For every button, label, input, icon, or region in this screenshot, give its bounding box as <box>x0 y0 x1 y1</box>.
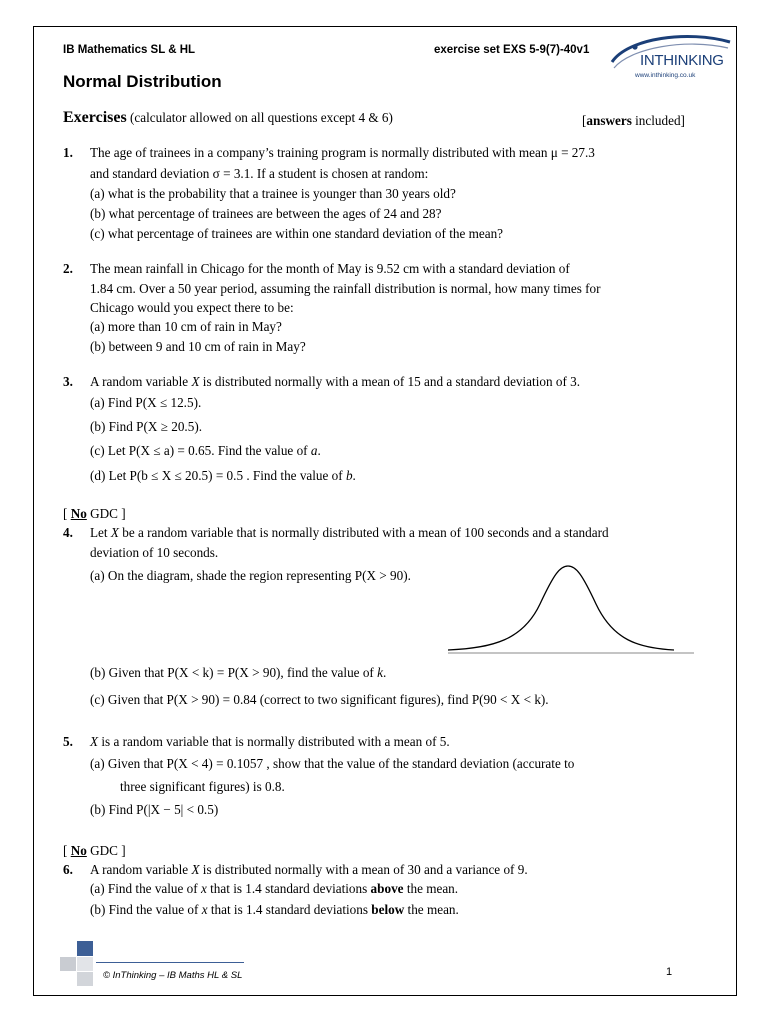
q2-line3: Chicago would you expect there to be: <box>90 300 294 315</box>
q1-part-b: (b) what percentage of trainees are between the ages of 24 and 28? <box>90 206 442 221</box>
page-number: 1 <box>666 966 673 978</box>
footer-square-blue <box>77 941 93 956</box>
q1-number: 1. <box>63 145 73 160</box>
q3-part-b: (b) Find P(X ≥ 20.5). <box>90 419 203 434</box>
q3-number: 3. <box>63 374 73 389</box>
q6-line1: A random variable X is distributed normally with a mean of 30 and a variance of 9. <box>90 862 528 877</box>
q6-part-b: (b) Find the value of x that is 1.4 standard deviations below the mean. <box>90 902 459 917</box>
q6-no-gdc: [ No GDC ] <box>63 843 126 858</box>
q6-number: 6. <box>63 862 73 877</box>
q5-part-a-line2: three significant figures) is 0.8. <box>120 779 285 794</box>
q2-part-a: (a) more than 10 cm of rain in May? <box>90 319 282 334</box>
q1-line1: The age of trainees in a company’s training program is normally distributed with mean μ = 27.3 <box>90 145 595 160</box>
q3-part-d: (d) Let P(b ≤ X ≤ 20.5) = 0.5 . Find the value of b. <box>90 468 356 483</box>
q3-line1: A random variable X is distributed normally with a mean of 15 and a standard deviation of 3. <box>90 374 581 389</box>
q6-part-a: (a) Find the value of x that is 1.4 standard deviations above the mean. <box>90 881 459 896</box>
q2-number: 2. <box>63 261 73 276</box>
q3-part-c: (c) Let P(X ≤ a) = 0.65. Find the value of a. <box>90 443 321 458</box>
exercises-label: Exercises <box>63 109 127 126</box>
q1-line2: and standard deviation σ = 3.1. If a student is chosen at random: <box>90 166 429 181</box>
q4-number: 4. <box>63 525 73 540</box>
intro-line <box>63 110 393 126</box>
q5-part-b: (b) Find P(|X − 5| < 0.5) <box>90 802 219 817</box>
q4-no-gdc: [ No GDC ] <box>63 506 126 521</box>
q5-part-a-line1: (a) Given that P(X < 4) = 0.1057 , show that the value of the standard deviation (accurate to <box>90 756 575 771</box>
q4-part-c: (c) Given that P(X > 90) = 0.84 (correct to two significant figures), find P(90 < X < k). <box>90 692 549 707</box>
q2-line1: The mean rainfall in Chicago for the month of May is 9.52 cm with a standard deviation of <box>90 261 570 276</box>
bell-curve <box>448 566 674 650</box>
q4-part-a: (a) On the diagram, shade the region representing P(X > 90). <box>90 568 411 583</box>
q1-part-a: (a) what is the probability that a trainee is younger than 30 years old? <box>90 186 456 201</box>
q2-part-b: (b) between 9 and 10 cm of rain in May? <box>90 339 306 354</box>
logo-url: www.inthinking.co.uk <box>635 72 696 79</box>
footer-square-1 <box>60 957 76 971</box>
q4-line1: Let X be a random variable that is normally distributed with a mean of 100 seconds and a standard <box>90 525 609 540</box>
q1-part-c: (c) what percentage of trainees are within one standard deviation of the mean? <box>90 226 504 241</box>
q3-part-a: (a) Find P(X ≤ 12.5). <box>90 395 202 410</box>
q5-number: 5. <box>63 734 73 749</box>
q4-part-b: (b) Given that P(X < k) = P(X > 90), find the value of k. <box>90 665 387 680</box>
normal-curve-diagram <box>448 558 696 658</box>
calculator-note: (calculator allowed on all questions except 4 & 6) <box>129 110 393 125</box>
footer-copyright: © InThinking – IB Maths HL & SL <box>103 970 243 981</box>
footer-rule <box>96 962 244 963</box>
footer-square-3 <box>77 972 93 986</box>
page-title: Normal Distribution <box>63 72 222 91</box>
header-exercise-set: exercise set EXS 5-9(7)-40v1 <box>434 44 590 56</box>
header-course: IB Mathematics SL & HL <box>63 44 196 56</box>
q2-line2: 1.84 cm. Over a 50 year period, assuming the rainfall distribution is normal, how many times for <box>90 281 601 296</box>
answers-note: [answers included] <box>582 113 685 128</box>
footer-square-2 <box>77 957 93 971</box>
q4-line2: deviation of 10 seconds. <box>90 545 219 560</box>
logo-wordmark: INTHINKING <box>640 52 724 69</box>
q5-line1: X is a random variable that is normally distributed with a mean of 5. <box>90 734 450 749</box>
